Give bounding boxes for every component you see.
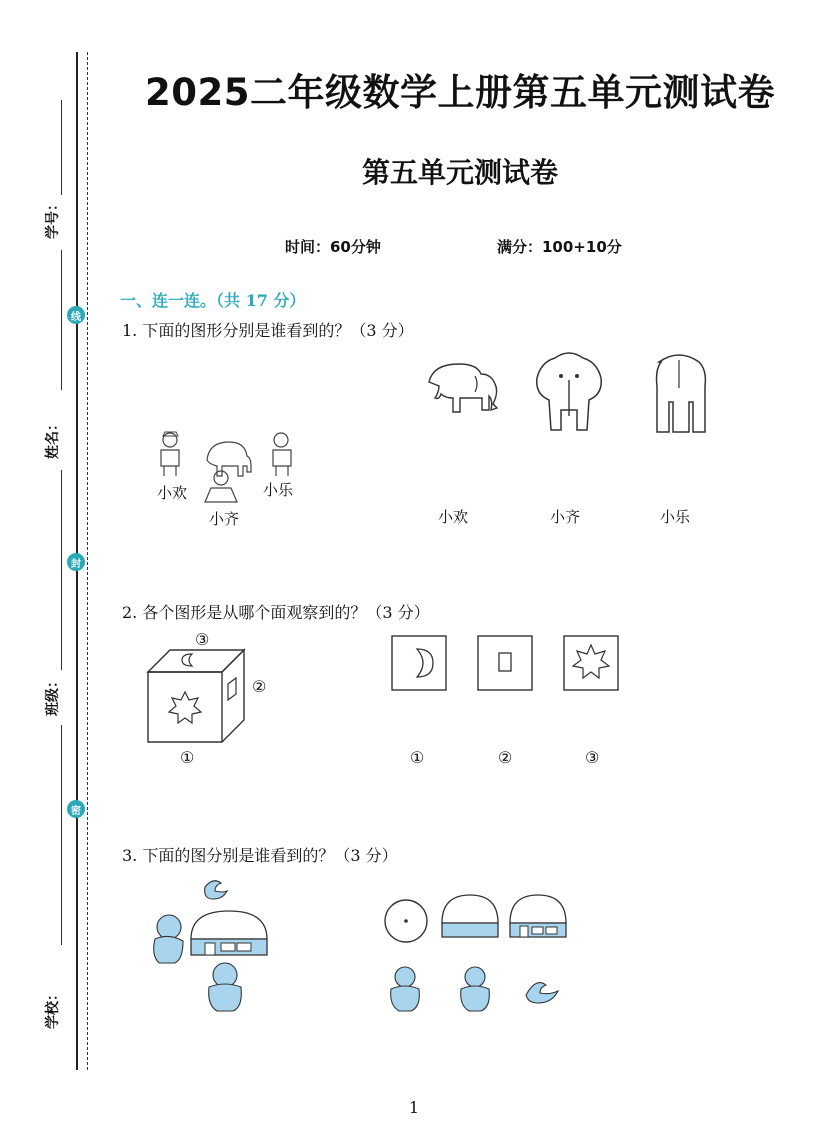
class-label: 班级：	[45, 674, 61, 716]
sun-face-icon	[563, 635, 619, 691]
elephant-front-view-icon	[533, 350, 605, 442]
elephant-back-view-icon	[647, 352, 711, 436]
school-label: 学校：	[45, 987, 61, 1029]
person-label: 小欢	[157, 484, 188, 502]
person-label: 小乐	[263, 481, 294, 499]
name-label: 姓名：	[45, 417, 61, 459]
bird-icon	[522, 975, 562, 1007]
page-subtitle: 第五单元测试卷	[361, 156, 558, 189]
student-id-label: 学号：	[45, 197, 61, 239]
answer-label: 小乐	[660, 508, 691, 526]
house-side-view-icon	[440, 893, 500, 943]
answer-label: 小欢	[438, 508, 469, 526]
name-line-top	[61, 250, 62, 390]
seal-word-seal: 封	[67, 553, 85, 571]
seal-word-line: 线	[67, 306, 85, 324]
elephant-side-view-icon	[423, 360, 505, 422]
score-label: 满分：100+10分	[497, 238, 622, 256]
question-3-text: 3. 下面的图分别是谁看到的？（3 分）	[122, 846, 398, 865]
page-number: 1	[408, 1098, 420, 1117]
house-front-view-icon	[508, 893, 568, 943]
moon-face-icon	[391, 635, 447, 691]
binding-line-dashed	[87, 52, 88, 1070]
student-id-line	[61, 100, 62, 195]
monkey-back-icon	[455, 965, 495, 1013]
question-1-text: 1. 下面的图形分别是谁看到的？（3 分）	[122, 321, 414, 340]
seal-word-secret: 密	[67, 800, 85, 818]
question-2-text: 2. 各个图形是从哪个面观察到的？（3 分）	[122, 603, 430, 622]
answer-label: 小齐	[550, 508, 581, 526]
answer-label: ③	[585, 748, 600, 767]
name-line-bottom	[61, 470, 62, 670]
cube-label-front: ①	[180, 748, 195, 767]
page-title: 2025二年级数学上册第五单元测试卷	[145, 71, 775, 114]
cube-label-top: ③	[195, 630, 210, 649]
class-line	[61, 725, 62, 945]
section-heading: 一、连一连。（共 17 分）	[120, 291, 306, 310]
time-label: 时间：60分钟	[285, 238, 381, 256]
top-view-circle-icon	[383, 898, 429, 944]
cube-icon	[148, 650, 248, 745]
square-face-icon	[477, 635, 533, 691]
answer-label: ①	[410, 748, 425, 767]
house-scene-icon	[145, 875, 270, 1015]
cube-label-right: ②	[252, 677, 267, 696]
person-label: 小齐	[209, 510, 240, 528]
answer-label: ②	[498, 748, 513, 767]
monkey-side-icon	[385, 965, 425, 1013]
